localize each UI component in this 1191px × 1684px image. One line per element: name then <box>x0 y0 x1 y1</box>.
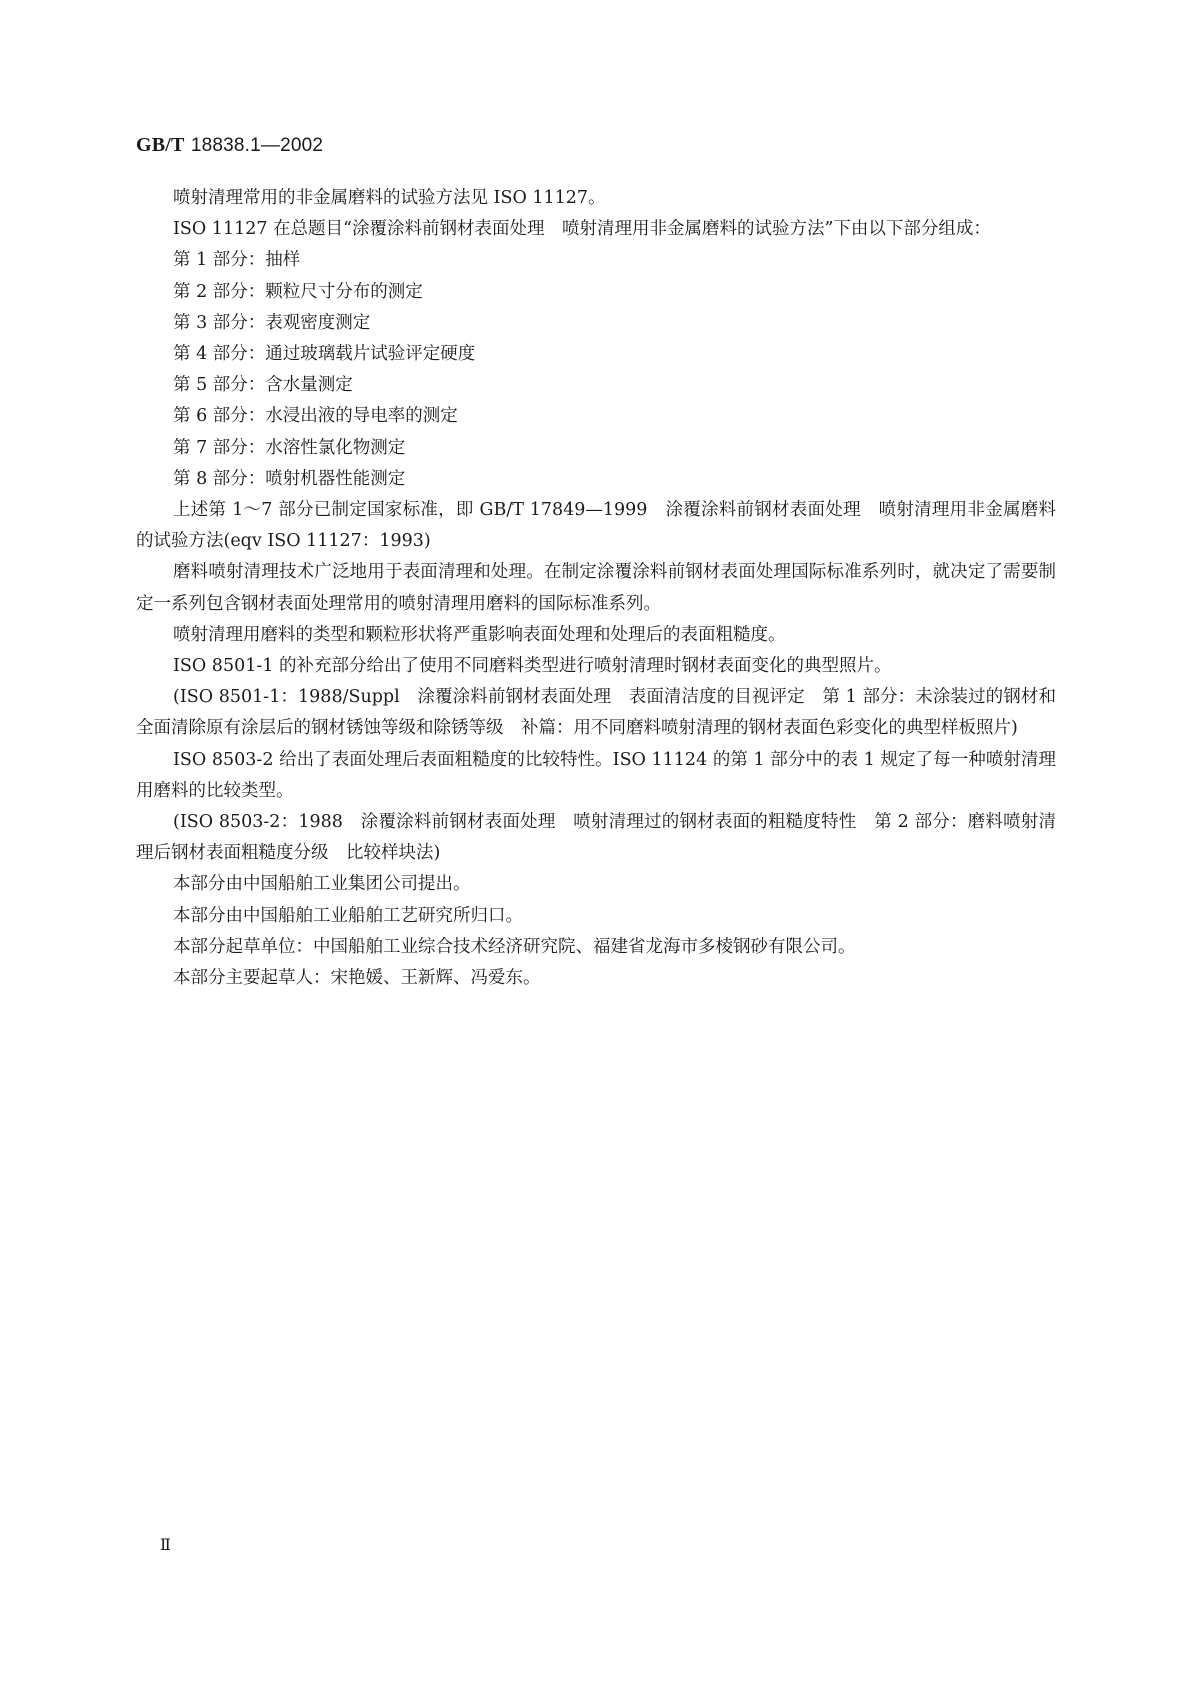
paragraph: ISO 8501-1 的补充部分给出了使用不同磨料类型进行喷射清理时钢材表面变化的典型照片。 <box>173 656 892 677</box>
paragraph: ISO 11127 在总题目“涂覆涂料前钢材表面处理 喷射清理用非金属磨料的试验方法”下由以下部分组成： <box>173 219 991 240</box>
foreword-body <box>136 183 1056 994</box>
list-item: 第 8 部分：喷射机器性能测定 <box>173 468 406 489</box>
paragraph: 本部分主要起草人：宋艳媛、王新辉、冯爱东。 <box>173 968 541 989</box>
paragraph: 磨料喷射清理技术广泛地用于表面清理和处理。在制定涂覆涂料前钢材表面处理国际标准系列时，就决定了需要制定一系列包含钢材表面处理常用的喷射清理用磨料的国际标准系列。 <box>136 562 1056 614</box>
paragraph: (ISO 8501-1：1988/Suppl 涂覆涂料前钢材表面处理 表面清洁度的目视评定 第 1 部分：未涂装过的钢材和全面清除原有涂层后的钢材锈蚀等级和除锈等级 补篇：用不同磨料喷射清理的钢材表面色彩变化的典型样板照片) <box>136 687 1056 739</box>
list-item: 第 4 部分：通过玻璃载片试验评定硬度 <box>173 344 476 365</box>
list-item: 第 3 部分：表观密度测定 <box>173 312 371 333</box>
paragraph: 上述第 1～7 部分已制定国家标准，即 GB/T 17849—1999 涂覆涂料前钢材表面处理 喷射清理用非金属磨料的试验方法(eqv ISO 11127：1993) <box>136 500 1056 552</box>
standard-number: 18838.1—2002 <box>190 135 324 156</box>
standard-header <box>136 134 323 157</box>
list-item: 第 6 部分：水浸出液的导电率的测定 <box>173 406 458 427</box>
list-item: 第 2 部分：颗粒尺寸分布的测定 <box>173 281 423 302</box>
list-item: 第 1 部分：抽样 <box>173 250 301 271</box>
paragraph: 本部分由中国船舶工业集团公司提出。 <box>173 874 471 895</box>
paragraph: (ISO 8503-2：1988 涂覆涂料前钢材表面处理 喷射清理过的钢材表面的粗糙度特性 第 2 部分：磨料喷射清理后钢材表面粗糙度分级 比较样块法) <box>136 812 1056 864</box>
paragraph: ISO 8503-2 给出了表面处理后表面粗糙度的比较特性。ISO 11124 的第 1 部分中的表 1 规定了每一种喷射清理用磨料的比较类型。 <box>136 749 1056 801</box>
paragraph: 本部分起草单位：中国船舶工业综合技术经济研究院、福建省龙海市多棱钢砂有限公司。 <box>173 936 856 957</box>
paragraph: 喷射清理用磨料的类型和颗粒形状将严重影响表面处理和处理后的表面粗糙度。 <box>173 624 786 645</box>
paragraph: 喷射清理常用的非金属磨料的试验方法见 ISO 11127。 <box>173 188 606 208</box>
page-number: Ⅱ <box>160 1537 171 1554</box>
list-item: 第 5 部分：含水量测定 <box>173 375 353 396</box>
paragraph: 本部分由中国船舶工业船舶工艺研究所归口。 <box>173 905 523 926</box>
list-item: 第 7 部分：水溶性氯化物测定 <box>173 437 406 458</box>
standard-code: GB/T <box>136 134 185 156</box>
